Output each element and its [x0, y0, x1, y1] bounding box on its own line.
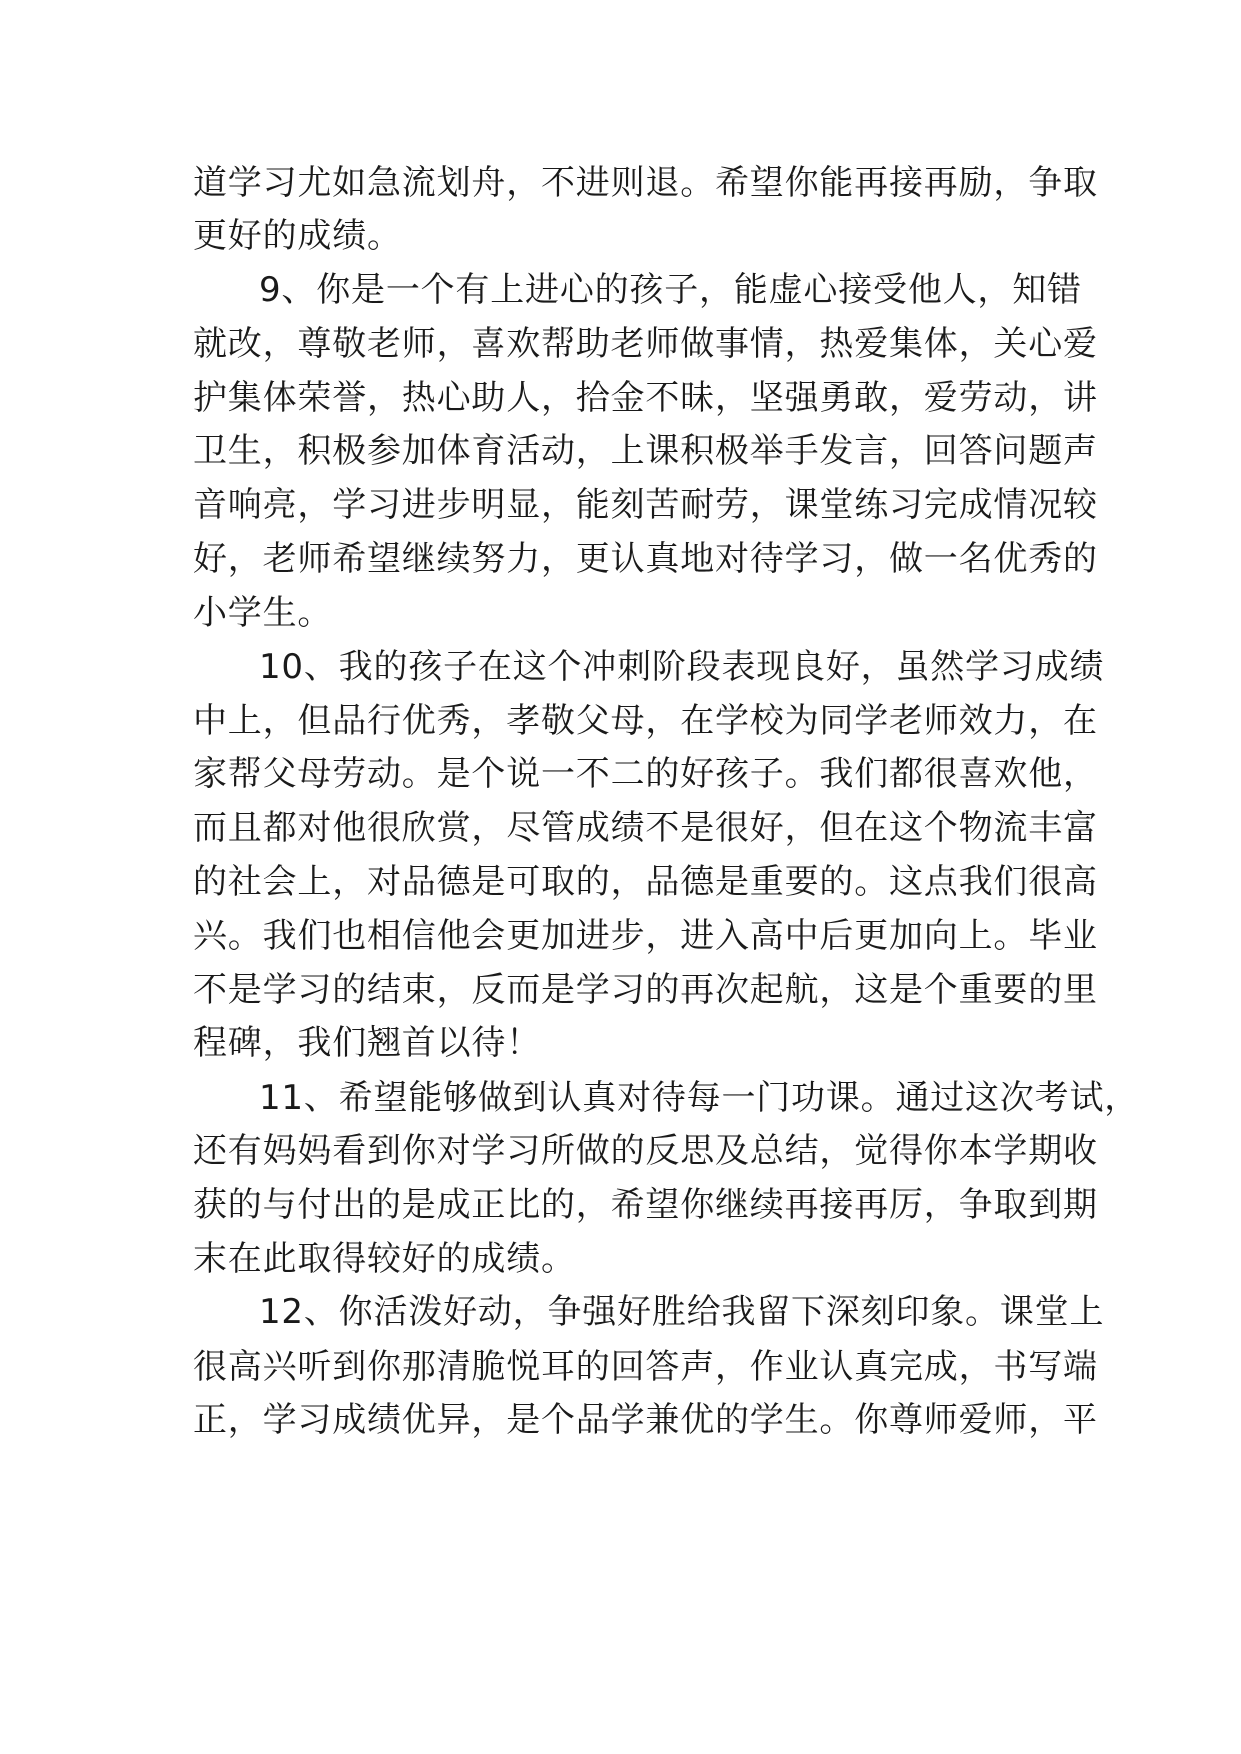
text-line: 程碑，我们翘首以待！: [193, 1023, 541, 1063]
text-line: 家帮父母劳动。是个说一不二的好孩子。我们都很喜欢他，: [193, 754, 1098, 794]
text-line: 还有妈妈看到你对学习所做的反思及总结，觉得你本学期收: [193, 1131, 1098, 1171]
paragraph-12-start: 12、你活泼好动，争强好胜给我留下深刻印象。课堂上: [259, 1292, 1105, 1332]
text-line: 很高兴听到你那清脆悦耳的回答声，作业认真完成，书写端: [193, 1347, 1098, 1387]
text-line: 正，学习成绩优异，是个品学兼优的学生。你尊师爱师，平: [193, 1400, 1098, 1440]
paragraph-10-start: 10、我的孩子在这个冲刺阶段表现良好，虽然学习成绩: [259, 647, 1105, 687]
text-line: 获的与付出的是成正比的，希望你继续再接再厉，争取到期: [193, 1185, 1098, 1225]
text-line: 就改，尊敬老师，喜欢帮助老师做事情，热爱集体，关心爱: [193, 324, 1098, 364]
paragraph-11-start: 11、希望能够做到认真对待每一门功课。通过这次考试，: [259, 1078, 1140, 1118]
text-line: 而且都对他很欣赏，尽管成绩不是很好，但在这个物流丰富: [193, 808, 1098, 848]
text-line: 不是学习的结束，反而是学习的再次起航，这是个重要的里: [193, 970, 1098, 1010]
text-line: 中上，但品行优秀，孝敬父母，在学校为同学老师效力，在: [193, 701, 1098, 741]
text-line: 小学生。: [193, 593, 333, 633]
text-line: 好，老师希望继续努力，更认真地对待学习，做一名优秀的: [193, 539, 1098, 579]
text-line: 更好的成绩。: [193, 216, 402, 256]
text-line: 兴。我们也相信他会更加进步，进入高中后更加向上。毕业: [193, 916, 1098, 956]
text-line: 音响亮，学习进步明显，能刻苦耐劳，课堂练习完成情况较: [193, 485, 1098, 525]
text-line: 末在此取得较好的成绩。: [193, 1239, 576, 1279]
text-line: 护集体荣誉，热心助人，拾金不昧，坚强勇敢，爱劳动，讲: [193, 378, 1098, 418]
paragraph-9-start: 9、你是一个有上进心的孩子，能虚心接受他人，知错: [259, 270, 1082, 310]
text-line: 的社会上，对品德是可取的，品德是重要的。这点我们很高: [193, 862, 1098, 902]
text-line: 道学习尤如急流划舟，不进则退。希望你能再接再励，争取: [193, 163, 1098, 203]
text-line: 卫生，积极参加体育活动，上课积极举手发言，回答问题声: [193, 431, 1098, 471]
